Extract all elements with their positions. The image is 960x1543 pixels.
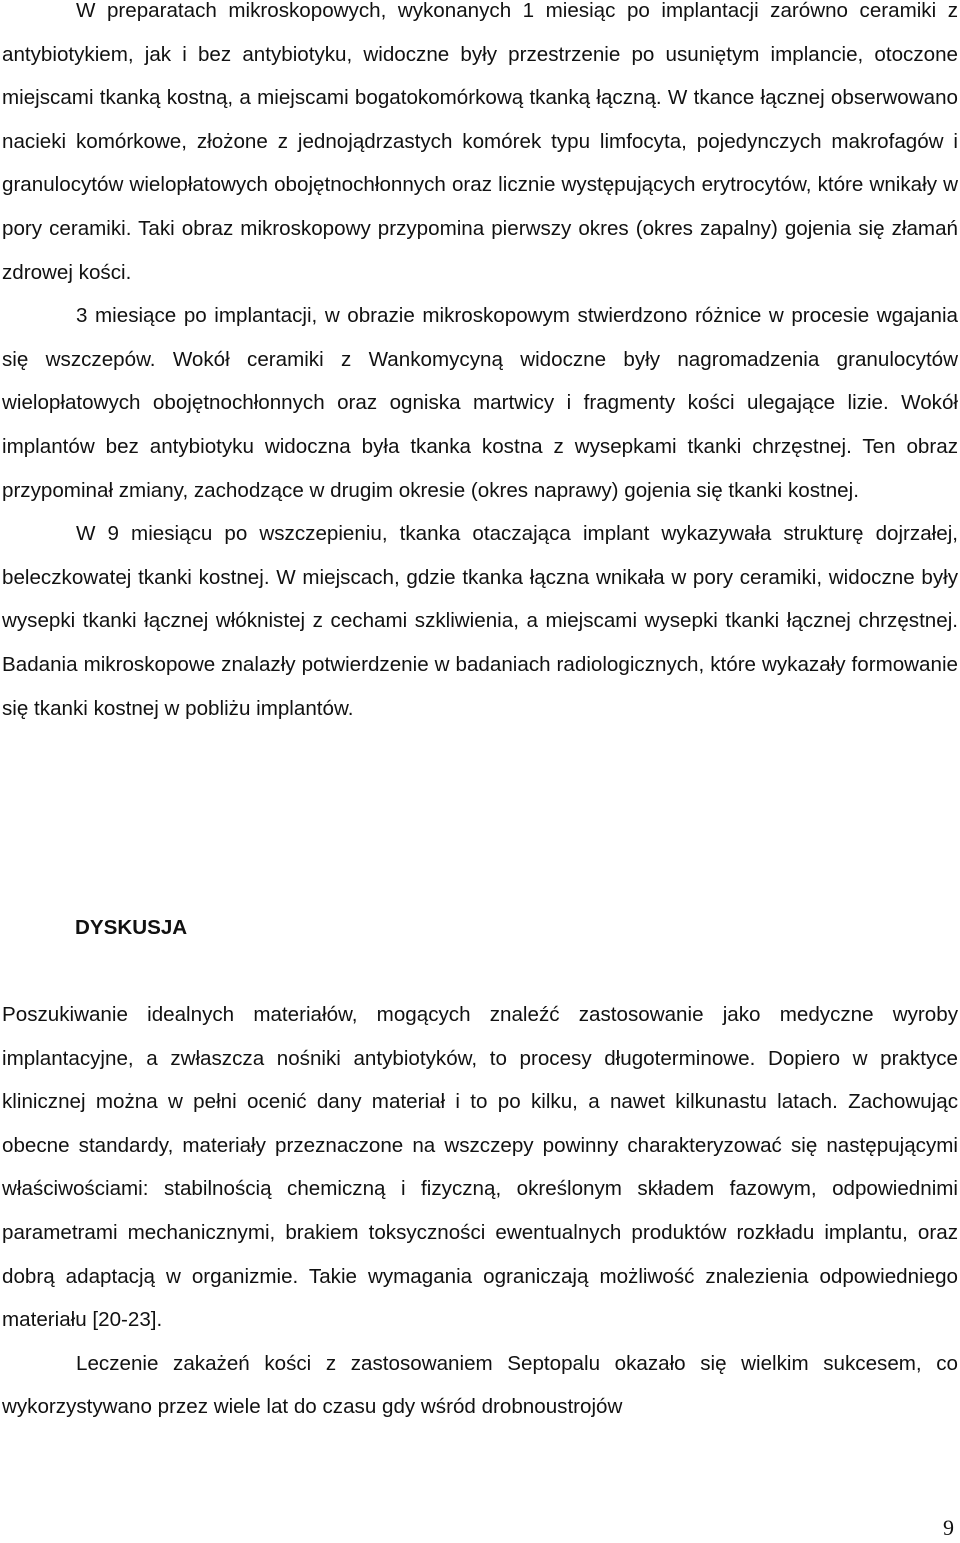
discussion-section [0,993,960,1429]
results-section [0,0,960,730]
section-heading: DYSKUSJA [75,916,188,939]
discussion-paragraph-2: Leczenie zakażeń kości z zastosowaniem Septopalu okazało się wielkim sukcesem, co wykorzystywano przez wiele lat do czasu gdy wśród drobnoustrojów [2,1351,958,1419]
results-paragraph-3: W 9 miesiącu po wszczepieniu, tkanka otaczająca implant wykazywała strukturę dojrzałej, beleczkowatej tkanki kostnej. W miejscach, gdzie tkanka łączna wnikała w pory ceramiki, widoczne były wysepki tkanki łącznej włóknistej z cechami szkliwienia, a miejscami wysepki tkanki łącznej chrzęstnej. Badania mikroskopowe znalazły potwierdzenie w badaniach radiologicznych, które wykazały formowanie się tkanki kostnej w pobliżu implantów. [2,522,958,720]
results-paragraph-2: 3 miesiące po implantacji, w obrazie mikroskopowym stwierdzono różnice w procesie wgajania się wszczepów. Wokół ceramiki z Wankomycyną widoczne były nagromadzenia granulocytów wielopłatowych obojętnochłonnych oraz ogniska martwicy i fragmenty kości ulegające lizie. Wokół implantów bez antybiotyku widoczna była tkanka kostna z wysepkami tkanki chrzęstnej. Ten obraz przypominał zmiany, zachodzące w drugim okresie (okres naprawy) gojenia się tkanki kostnej. [2,304,958,502]
discussion-paragraph-1: Poszukiwanie idealnych materiałów, mogących znaleźć zastosowanie jako medyczne wyroby implantacyjne, a zwłaszcza nośniki antybiotyków, to procesy długoterminowe. Dopiero w praktyce klinicznej można w pełni ocenić dany materiał i to po kilku, a nawet kilkunastu latach. Zachowując obecne standardy, materiały przeznaczone na wszczepy powinny charakteryzować się następującymi właściwościami: stabilnością chemiczną i fizyczną, określonym składem fazowym, odpowiednimi parametrami mechanicznymi, brakiem toksyczności ewentualnych produktów rozkładu implantu, oraz dobrą adaptacją w organizmie. Takie wymagania ograniczają możliwość znalezienia odpowiedniego materiału [20-23]. [2,1003,958,1332]
page-number: 9 [943,1515,954,1540]
results-paragraph-1: W preparatach mikroskopowych, wykonanych 1 miesiąc po implantacji zarówno ceramiki z antybiotykiem, jak i bez antybiotyku, widoczne były przestrzenie po usuniętym implancie, otoczone miejscami tkanką kostną, a miejscami bogatokomórkową tkanką łączną. W tkance łącznej obserwowano nacieki komórkowe, złożone z jednojądrzastych komórek typu limfocyta, pojedynczych makrofagów i granulocytów wielopłatowych obojętnochłonnych oraz licznie występujących erytrocytów, które wnikały w pory ceramiki. Taki obraz mikroskopowy przypomina pierwszy okres (okres zapalny) gojenia się złamań zdrowej kości. [2,0,958,284]
